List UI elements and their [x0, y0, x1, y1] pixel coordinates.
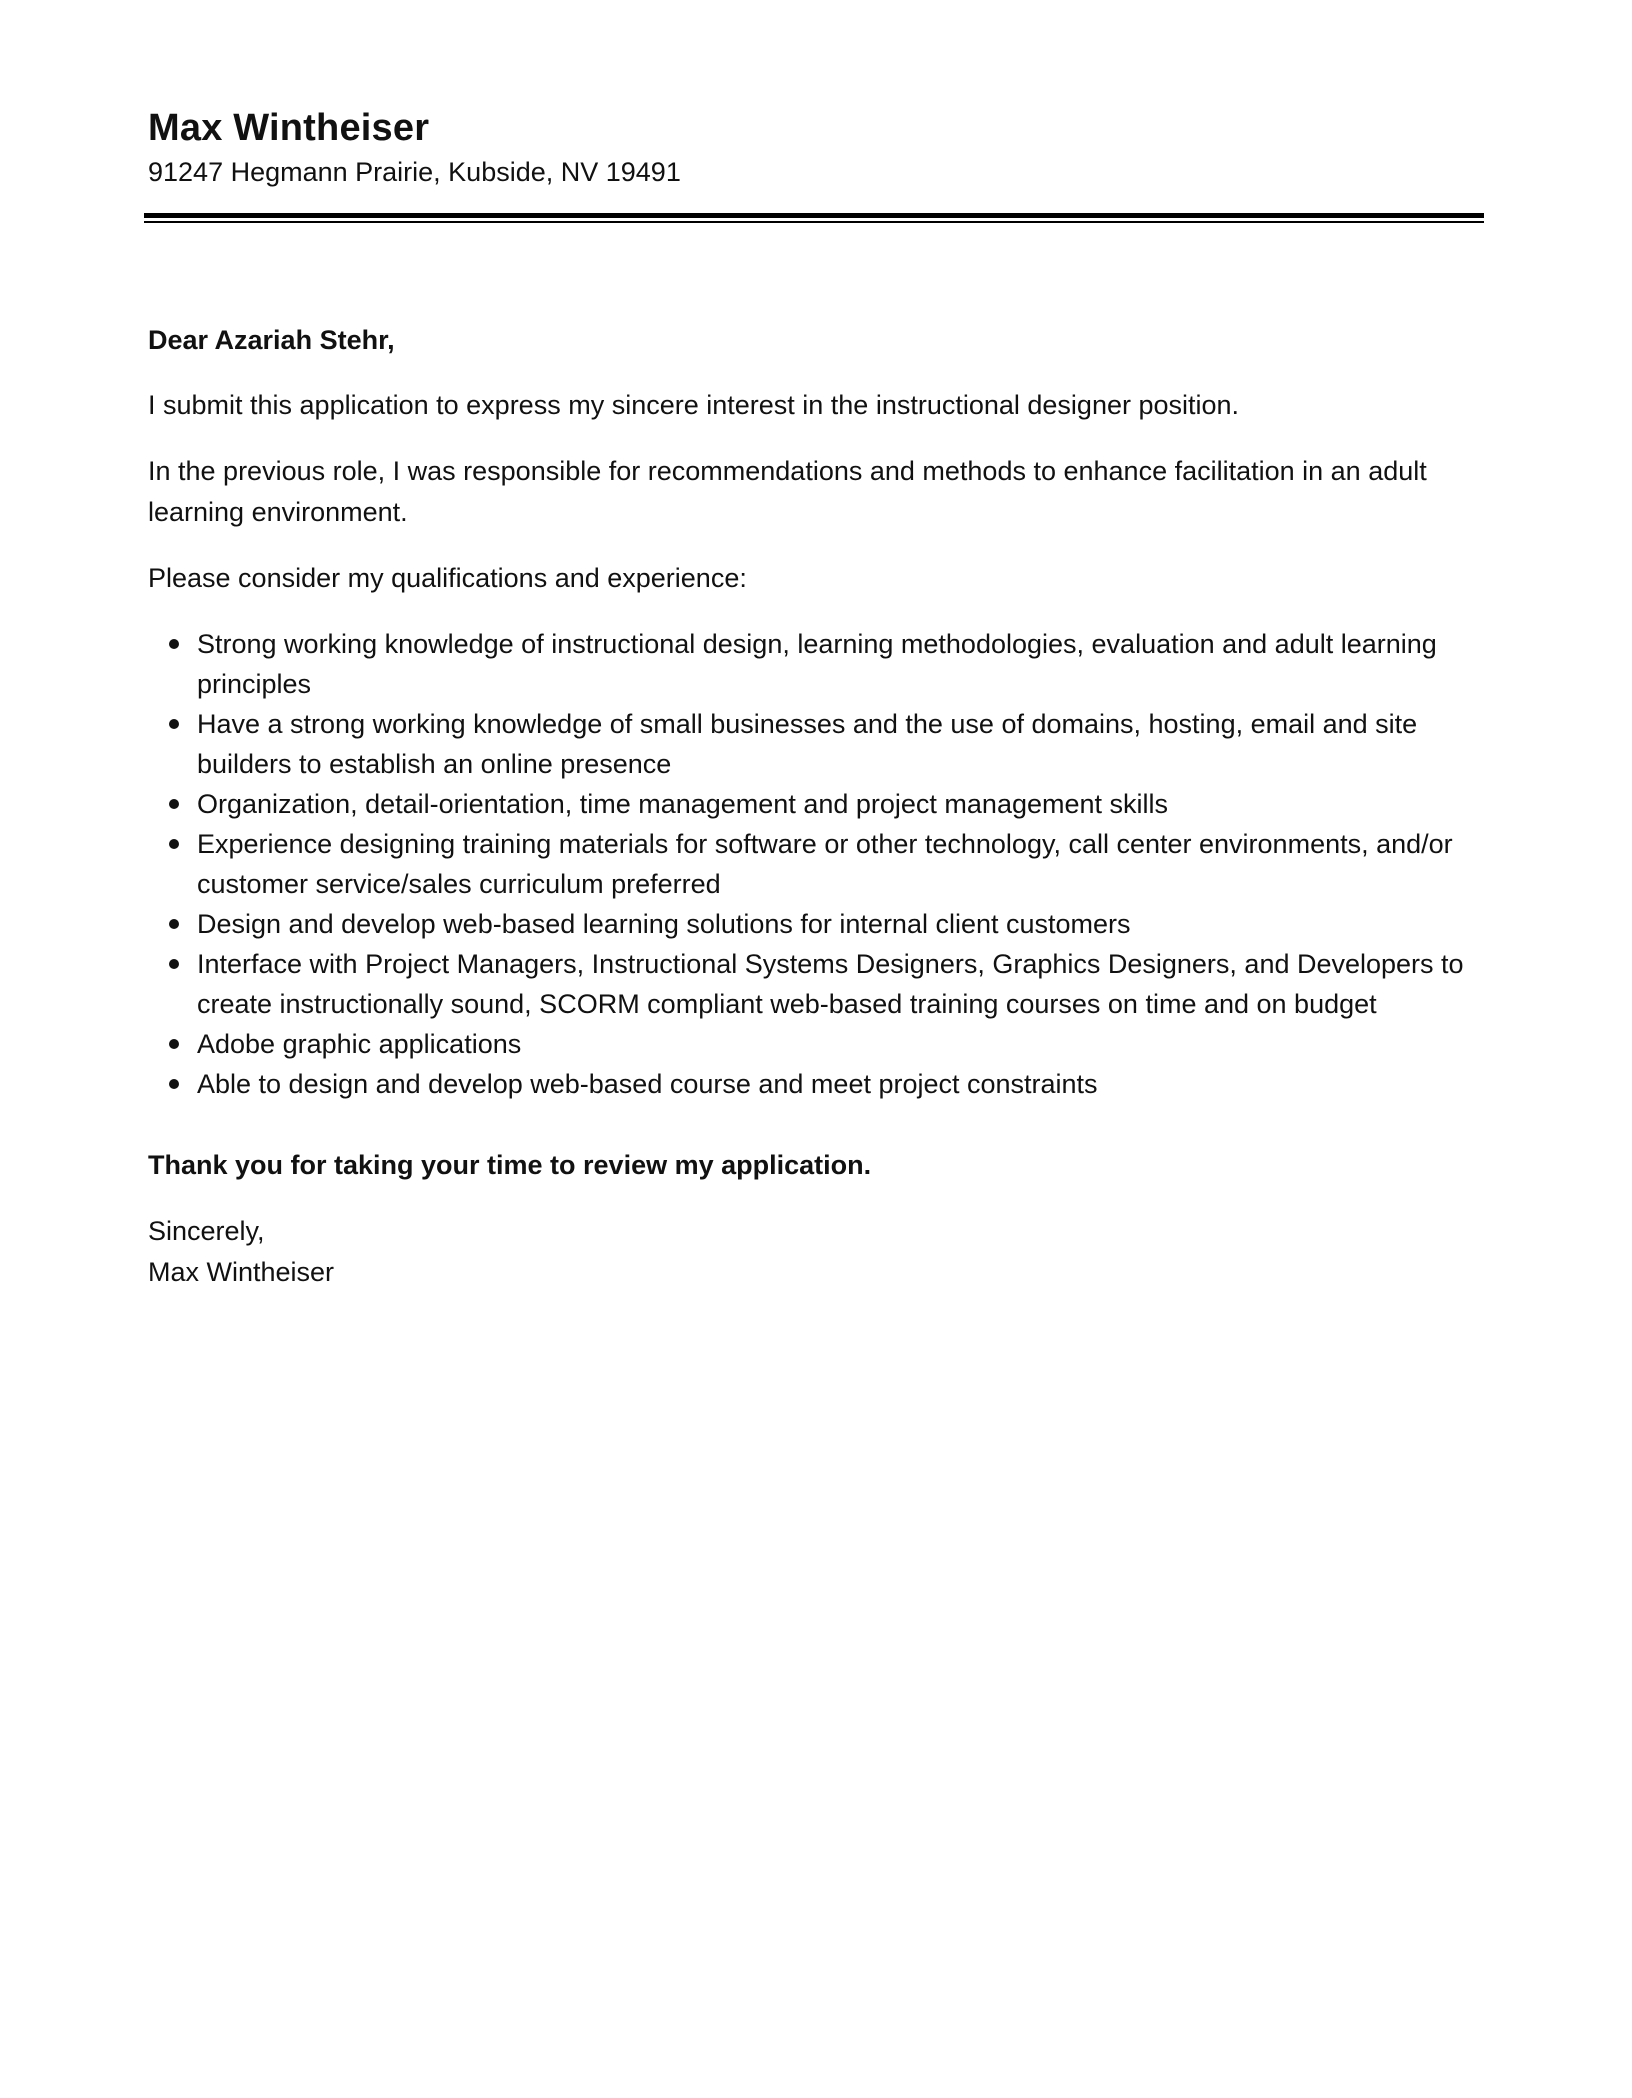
intro-paragraph: I submit this application to express my sincere interest in the instructional designer position.	[148, 390, 1240, 420]
header-divider-thin	[144, 221, 1484, 223]
list-item-text: Able to design and develop web-based course and meet project constraints	[197, 1069, 1098, 1099]
bullet-dot-icon	[169, 719, 179, 729]
list-item-text: Organization, detail-orientation, time management and project management skills	[197, 789, 1169, 819]
list-item-text: Experience designing training materials for software or other technology, call center environments, and/or customer service/sales curriculum preferred	[197, 829, 1453, 899]
bullet-dot-icon	[169, 799, 179, 809]
list-item-text: Interface with Project Managers, Instructional Systems Designers, Graphics Designers, and Developers to create instructionally sound, SCORM compliant web-based training courses on time and on budget	[197, 949, 1464, 1019]
qualifications-intro: Please consider my qualifications and experience:	[148, 563, 747, 593]
signoff: Sincerely,	[148, 1216, 265, 1246]
list-item	[148, 1024, 1484, 1064]
list-item	[148, 944, 1484, 1024]
list-item	[148, 704, 1484, 784]
sender-address: 91247 Hegmann Prairie, Kubside, NV 19491	[148, 157, 681, 187]
header-divider-thick	[144, 213, 1484, 218]
list-item-text: Have a strong working knowledge of small businesses and the use of domains, hosting, email and site builders to establish an online presence	[197, 709, 1418, 779]
bullet-dot-icon	[169, 959, 179, 969]
list-item	[148, 784, 1484, 824]
letter-body	[148, 320, 1484, 1293]
sender-name: Max Wintheiser	[148, 107, 430, 149]
list-item	[148, 824, 1484, 904]
bullet-dot-icon	[169, 1039, 179, 1049]
list-item-text: Adobe graphic applications	[197, 1029, 522, 1059]
list-item-text: Design and develop web-based learning solutions for internal client customers	[197, 909, 1131, 939]
list-item	[148, 1064, 1484, 1104]
bullet-dot-icon	[169, 639, 179, 649]
bullet-dot-icon	[169, 839, 179, 849]
bullet-dot-icon	[169, 919, 179, 929]
list-item	[148, 904, 1484, 944]
letter-header	[148, 104, 1484, 190]
closing-line: Thank you for taking your time to review my application.	[148, 1150, 872, 1180]
salutation: Dear Azariah Stehr,	[148, 325, 395, 355]
bullet-dot-icon	[169, 1079, 179, 1089]
experience-paragraph: In the previous role, I was responsible for recommendations and methods to enhance facilitation in an adult learning environment.	[148, 456, 1427, 527]
list-item-text: Strong working knowledge of instructional design, learning methodologies, evaluation and adult learning principles	[197, 629, 1437, 699]
signature-name: Max Wintheiser	[148, 1257, 335, 1287]
list-item	[148, 624, 1484, 704]
qualifications-list	[148, 624, 1484, 1104]
